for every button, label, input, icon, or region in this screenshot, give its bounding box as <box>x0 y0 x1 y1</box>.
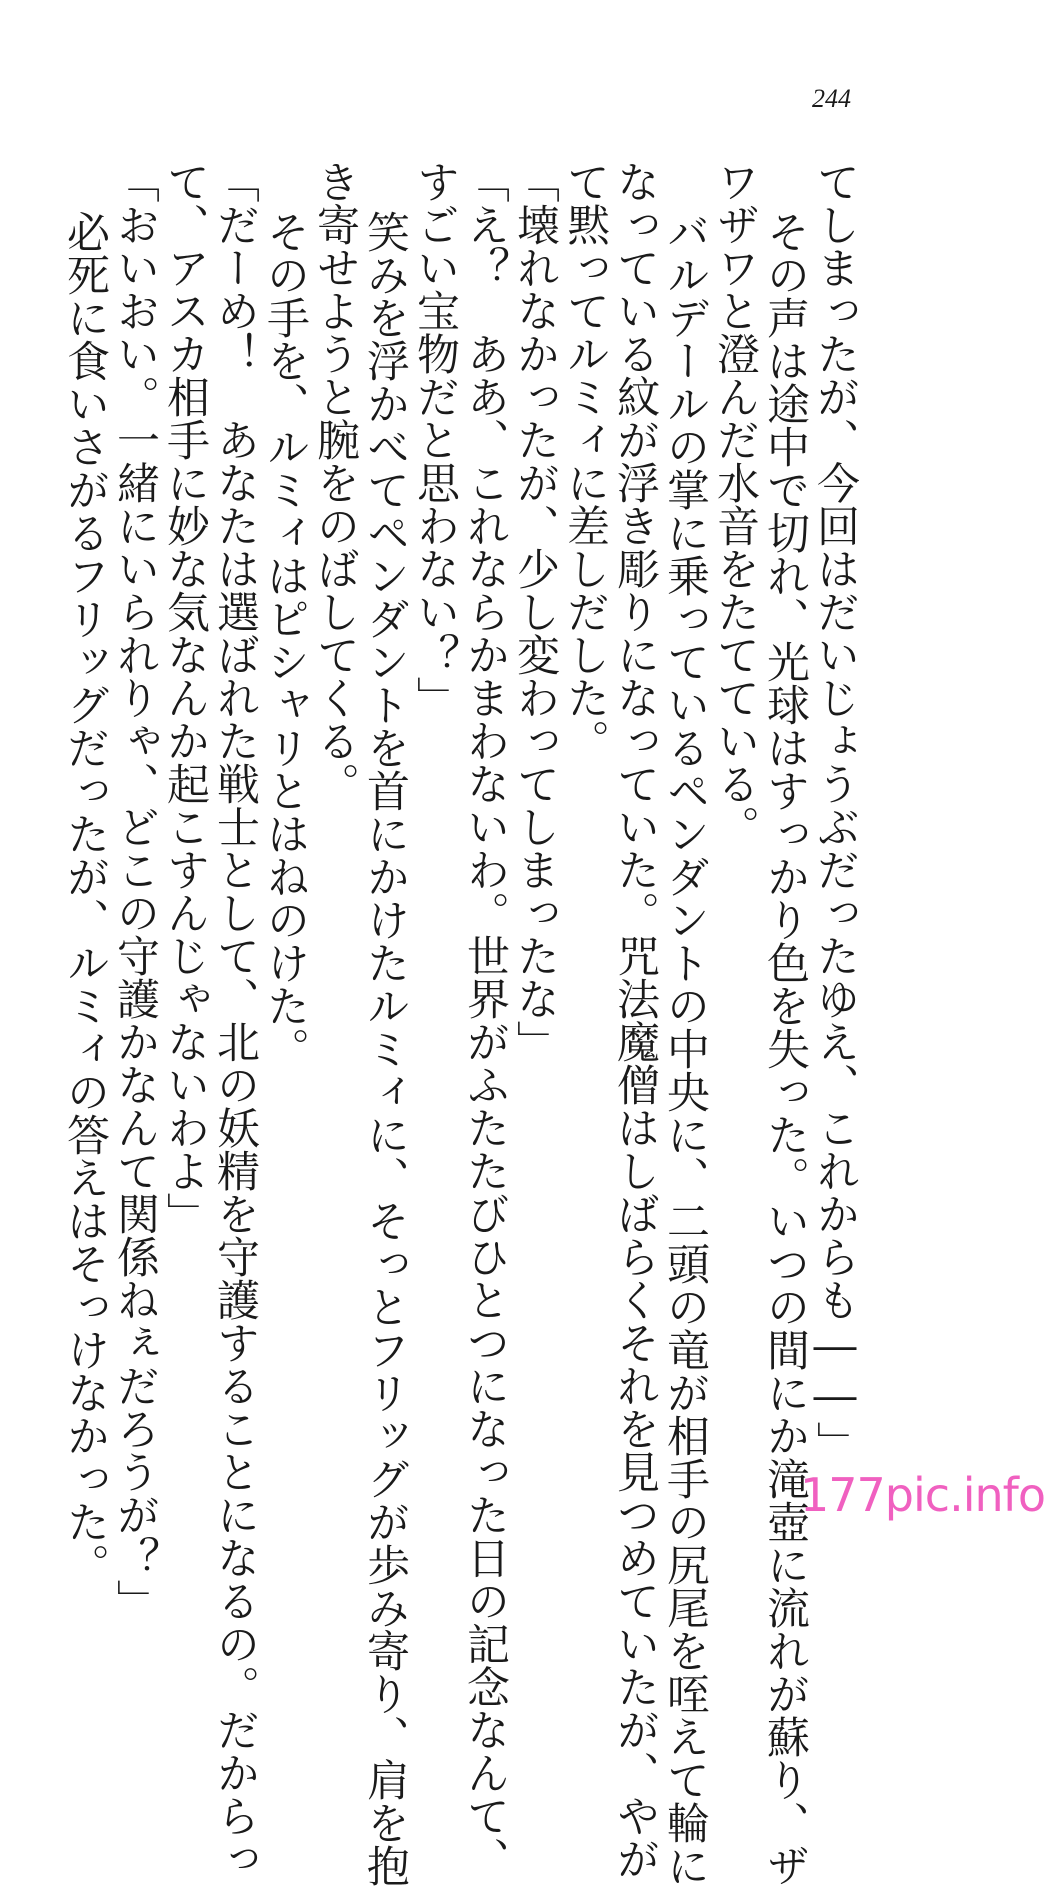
text-line: てしまったが、今回はだいじょうぶだったゆえ、これからも――」 <box>810 160 860 1464</box>
text-line: 笑みを浮かべてペンダントを首にかけたルミィに、そっとフリッグが歩み寄り、肩を抱 <box>360 210 410 1887</box>
text-line: 「え？ ああ、これならかまわないわ。世界がふたたびひとつになった日の記念なんて、 <box>460 160 510 1880</box>
text-line: て、アスカ相手に妙な気なんか起こすんじゃないわよ」 <box>160 160 210 1235</box>
text-line: その声は途中で切れ、光球はすっかり色を失った。いつの間にか滝壺に流れが蘇り、ザ <box>760 210 810 1887</box>
text-line: すごい宝物だと思わない？」 <box>410 160 460 719</box>
text-line: ワザワと澄んだ水音をたてている。 <box>710 160 760 848</box>
text-line: て黙ってルミィに差しだした。 <box>560 160 610 762</box>
text-line: 「だーめ！ あなたは選ばれた戦士として、北の妖精を守護することになるの。だからっ <box>210 160 260 1880</box>
text-line: 必死に食いさがるフリッグだったが、ルミィの答えはそっけなかった。 <box>60 210 110 1586</box>
text-line: バルデールの掌に乗っているペンダントの中央に、二頭の竜が相手の尻尾を咥えて輪に <box>660 210 710 1887</box>
text-line: 「壊れなかったが、少し変わってしまったな」 <box>510 160 560 1063</box>
text-line: き寄せようと腕をのばしてくる。 <box>310 160 360 805</box>
watermark: 177pic.info <box>800 1468 1045 1522</box>
text-line: なっている紋が浮き彫りになっていた。咒法魔僧はしばらくそれを見つめていたが、やが <box>610 160 660 1880</box>
text-line: その手を、ルミィはピシャリとはねのけた。 <box>260 210 310 1070</box>
page-number: 244 <box>812 84 851 113</box>
text-line: 「おいおい。一緒にいられりゃ、どこの守護かなんて関係ねぇだろうが？」 <box>110 160 160 1622</box>
